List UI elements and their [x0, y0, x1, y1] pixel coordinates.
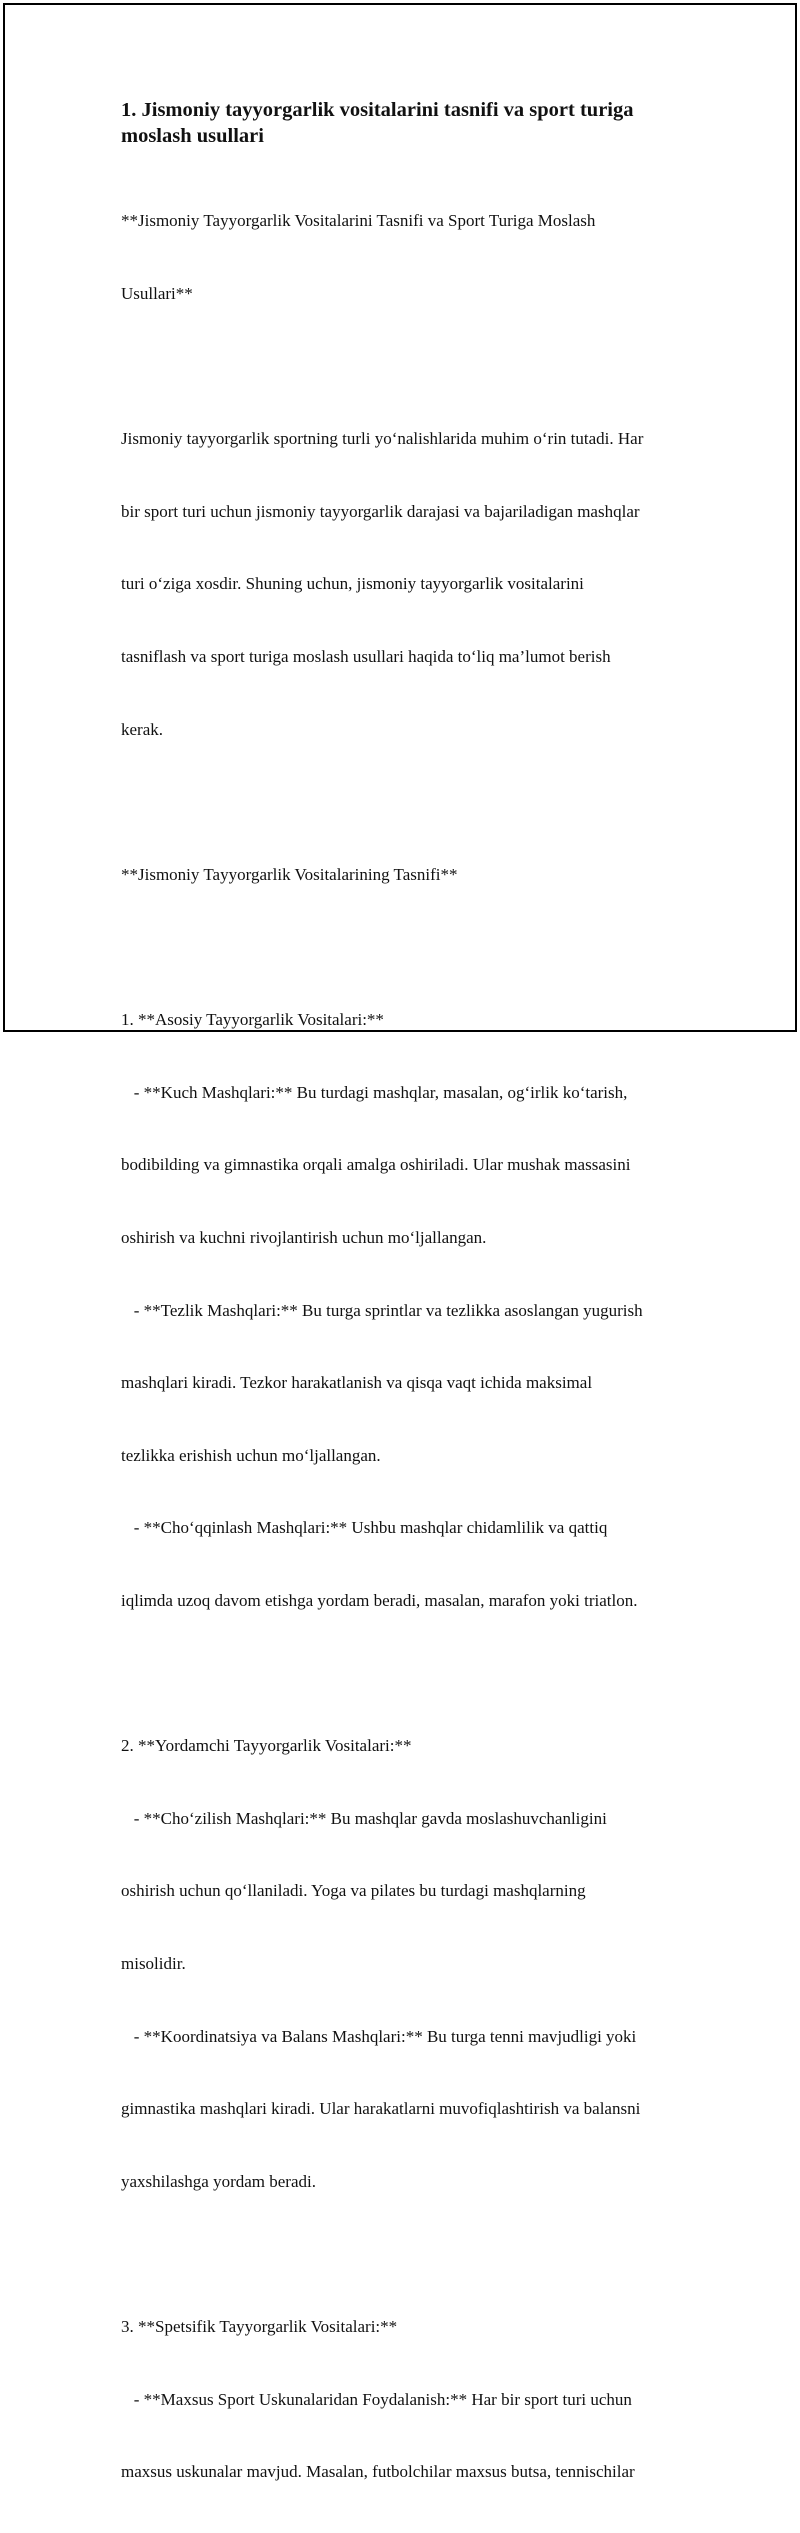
text-line: Usullari**: [121, 284, 193, 304]
text-line: - **Koordinatsiya va Balans Mashqlari:** Bu turga tenni mavjudligi yoki: [121, 2026, 637, 2046]
text-line: turi o‘ziga xosdir. Shuning uchun, jismoniy tayyorgarlik vositalarini: [121, 574, 584, 594]
text-line: tezlikka erishish uchun mo‘ljallangan.: [121, 1445, 381, 1465]
text-line: **Jismoniy Tayyorgarlik Vositalarining Tasnifi**: [121, 864, 458, 884]
text-line: maxsus uskunalar mavjud. Masalan, futbolchilar maxsus butsa, tennischilar: [121, 2462, 635, 2482]
text-line: - **Tezlik Mashqlari:** Bu turga sprintlar va tezlikka asoslangan yugurish: [121, 1300, 643, 1320]
text-line: [121, 355, 701, 379]
page-frame: [3, 3, 797, 2482]
text-line: oshirish uchun qo‘llaniladi. Yoga va pilates bu turdagi mashqlarning: [121, 1881, 586, 1901]
text-line: - **Kuch Mashqlari:** Bu turdagi mashqlar, masalan, og‘irlik ko‘tarish,: [121, 1082, 628, 1102]
text-line: [121, 936, 701, 960]
text-line: oshirish va kuchni rivojlantirish uchun mo‘ljallangan.: [121, 1227, 487, 1247]
text-line: - **Cho‘zilish Mashqlari:** Bu mashqlar gavda moslashuvchanligini: [121, 1808, 607, 1828]
text-line: kerak.: [121, 719, 164, 739]
text-line: - **Maxsus Sport Uskunalaridan Foydalanish:** Har bir sport turi uchun: [121, 2389, 632, 2409]
text-line: 3. **Spetsifik Tayyorgarlik Vositalari:**: [121, 2317, 398, 2337]
text-line: [121, 1662, 701, 1686]
text-line: tasniflash va sport turiga moslash usullari haqida to‘liq ma’lumot berish: [121, 647, 611, 667]
text-line: **Jismoniy Tayyorgarlik Vositalarini Tasnifi va Sport Turiga Moslash: [121, 211, 596, 231]
text-line: bodibilding va gimnastika orqali amalga oshiriladi. Ular mushak massasini: [121, 1155, 631, 1175]
document-body: [121, 97, 701, 2533]
text-line: mashqlari kiradi. Tezkor harakatlanish va qisqa vaqt ichida maksimal: [121, 1373, 593, 1393]
text-line: Jismoniy tayyorgarlik sportning turli yo‘nalishlarida muhim o‘rin tutadi. Har: [121, 429, 644, 449]
text-line: bir sport turi uchun jismoniy tayyorgarlik darajasi va bajariladigan mashqlar: [121, 501, 640, 521]
text-line: iqlimda uzoq davom etishga yordam beradi, masalan, marafon yoki triatlon.: [121, 1590, 638, 1610]
text-line: gimnastika mashqlari kiradi. Ular harakatlarni muvofiqlashtirish va balansni: [121, 2099, 641, 2119]
text-line: 1. **Asosiy Tayyorgarlik Vositalari:**: [121, 1010, 384, 1030]
text-line: yaxshilashga yordam beradi.: [121, 2171, 316, 2191]
text-line: misolidir.: [121, 1954, 186, 1974]
text-line: [121, 790, 701, 814]
text-line: - **Cho‘qqinlash Mashqlari:** Ushbu mashqlar chidamlilik va qattiq: [121, 1518, 608, 1538]
text-line: 2. **Yordamchi Tayyorgarlik Vositalari:**: [121, 1736, 412, 1756]
document-heading: 1. Jismoniy tayyorgarlik vositalarini tasnifi va sport turiga moslash usullari: [121, 99, 634, 147]
text-line: [121, 2242, 701, 2266]
document-text: [121, 161, 701, 2533]
